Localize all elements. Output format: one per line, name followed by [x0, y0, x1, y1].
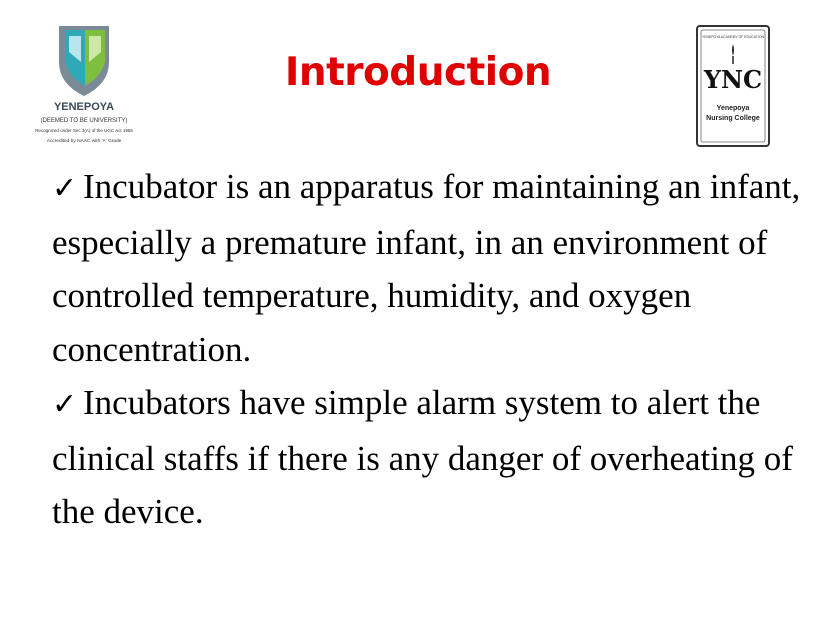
checkmark-icon: ✓ — [52, 387, 78, 422]
logo-right-monogram: YNC — [703, 65, 763, 94]
logo-left-line-2: Recognized under Sec 3(A) of the UGC Act 1956 — [35, 128, 133, 133]
bullet-2-text: Incubators have simple alarm system to alert the clinical staffs if there is any danger of overheating of the device. — [52, 383, 793, 531]
bullet-1 — [52, 160, 812, 376]
bullet-2 — [52, 376, 812, 539]
logo-right-top-text: YENEPOYA ACADEMY OF EDUCATION — [702, 35, 764, 39]
logo-right-line-1: Yenepoya — [716, 105, 750, 112]
slide-title: Introduction — [284, 50, 552, 95]
yenepoya-nursing-college-logo — [695, 24, 771, 148]
bullet-1-text: Incubator is an apparatus for maintaining an infant, especially a premature infant, in an environment of controlled temperature, humidity, and oxygen concentration. — [52, 167, 801, 369]
logo-left-line-3: Accredited by NAAC with 'A' Grade — [46, 139, 122, 144]
logo-right-line-2: Nursing College — [706, 115, 760, 122]
logo-left-name: YENEPOYA — [53, 101, 115, 113]
checkmark-icon: ✓ — [52, 171, 78, 206]
logo-left-line-1: (DEEMED TO BE UNIVERSITY) — [40, 118, 128, 124]
slide-body — [52, 160, 812, 539]
